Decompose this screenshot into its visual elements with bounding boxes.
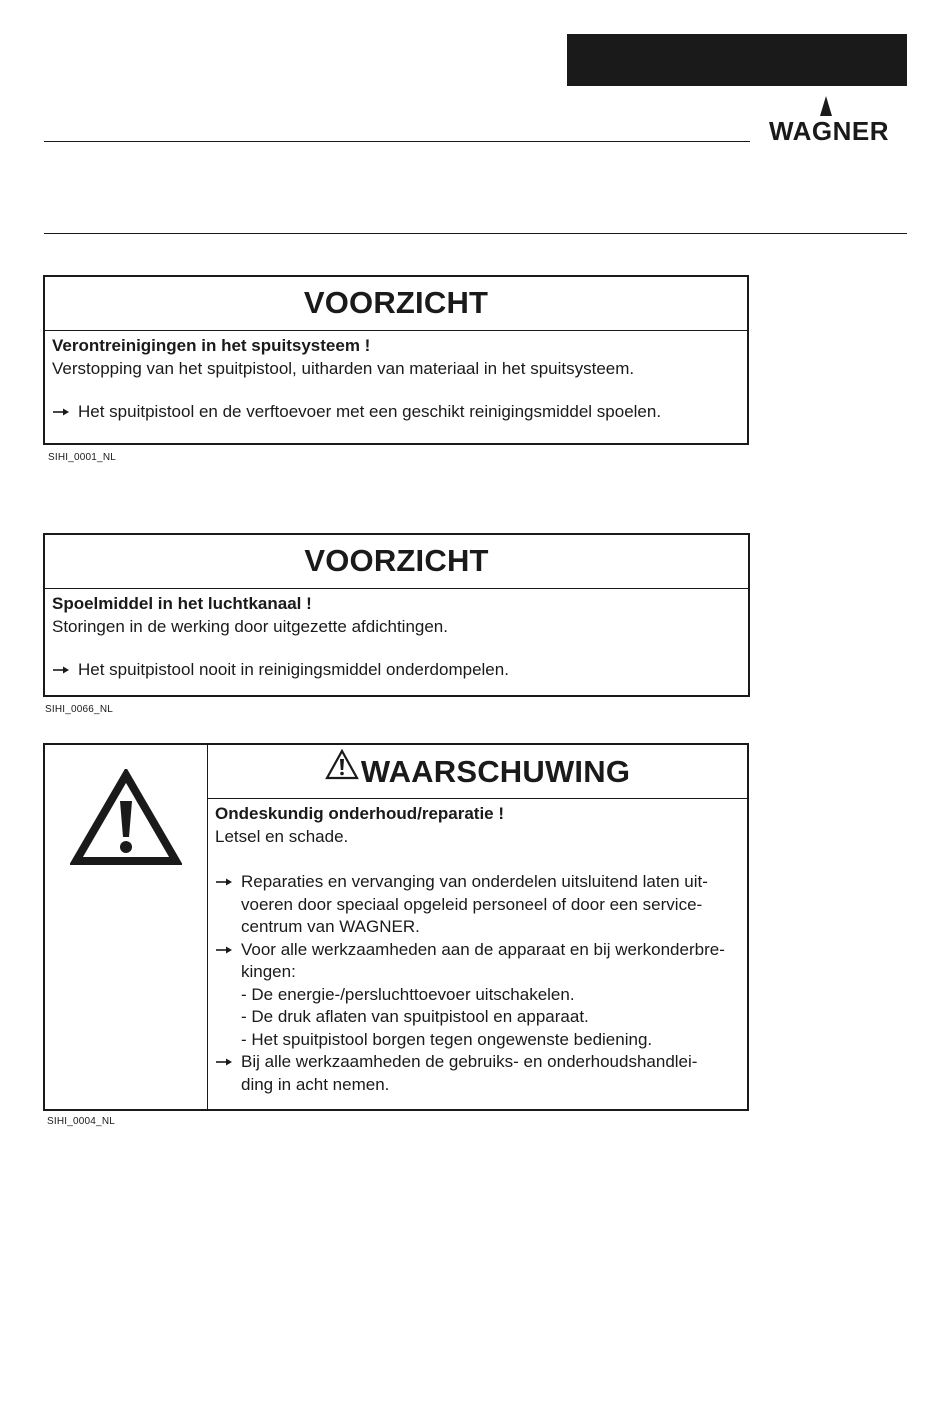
warning-consequence: Letsel en schade.: [215, 826, 349, 846]
warning-action-1: [215, 871, 739, 939]
notice-title: VOORZICHT: [45, 277, 747, 331]
right-arrow-icon: [52, 401, 72, 430]
svg-text:WAGNER: WAGNER: [769, 116, 889, 144]
right-arrow-icon: [215, 1051, 235, 1080]
caution-notice-2: [43, 533, 750, 697]
warning-sub-item: - De energie-/persluchttoevoer uitschakelen.: [241, 984, 575, 1004]
notice-action-text: Het spuitpistool en de verftoevoer met een geschikt reinigingsmiddel spoelen.: [78, 402, 662, 421]
notice-hazard: Spoelmiddel in het luchtkanaal !: [52, 594, 312, 613]
warning-triangle-icon: [325, 745, 359, 797]
warning-triangle-icon: [70, 769, 182, 872]
warning-hazard: Ondeskundig onderhoud/reparatie !: [215, 804, 505, 823]
right-arrow-icon: [52, 659, 72, 688]
notice-action-text: Het spuitpistool nooit in reinigingsmiddel onderdompelen.: [78, 660, 509, 679]
wagner-logo: [750, 96, 908, 144]
warning-sub-item: - Het spuitpistool borgen tegen ongewenste bediening.: [241, 1029, 653, 1049]
notice-consequence: Storingen in de werking door uitgezette afdichtingen.: [52, 616, 448, 636]
notice-consequence: Verstopping van het spuitpistool, uitharden van materiaal in het spuitsysteem.: [52, 358, 635, 378]
caution-notice-1: [43, 275, 749, 445]
warning-sub-item: - De druk aflaten van spuitpistool en apparaat.: [241, 1007, 589, 1026]
warning-action-line: ding in acht nemen.: [241, 1074, 390, 1094]
warning-code: SIHI_0004_NL: [47, 1116, 116, 1127]
notice-title: VOORZICHT: [45, 535, 748, 589]
notice-action: [52, 659, 740, 682]
warning-notice: [43, 743, 749, 1111]
warning-title: WAARSCHUWING: [360, 753, 631, 789]
right-arrow-icon: [215, 871, 235, 900]
section-rule: [44, 233, 907, 234]
notice-action: [52, 401, 739, 424]
warning-action-line: kingen:: [241, 962, 296, 981]
notice-code: SIHI_0066_NL: [45, 704, 114, 715]
notice-code: SIHI_0001_NL: [48, 452, 117, 463]
header-bar: [567, 34, 907, 86]
notice-hazard: Verontreinigingen in het spuitsysteem !: [52, 336, 371, 355]
warning-action-line: Bij alle werkzaamheden de gebruiks- en onderhoudshandlei-: [241, 1052, 698, 1071]
header-rule: [44, 141, 750, 142]
warning-content: [208, 745, 747, 1109]
warning-action-line: voeren door speciaal opgeleid personeel of door een service-: [241, 894, 703, 914]
right-arrow-icon: [215, 939, 235, 968]
warning-action-line: Reparaties en vervanging van onderdelen uitsluitend laten uit-: [241, 872, 708, 891]
warning-symbol-panel: [45, 745, 208, 1109]
warning-action-line: centrum van WAGNER.: [241, 917, 420, 936]
warning-action-line: Voor alle werkzaamheden aan de apparaat en bij werkonderbre-: [241, 939, 725, 959]
warning-action-3: [215, 1051, 739, 1096]
warning-title-row: [208, 745, 747, 799]
warning-action-2: [215, 939, 739, 1052]
